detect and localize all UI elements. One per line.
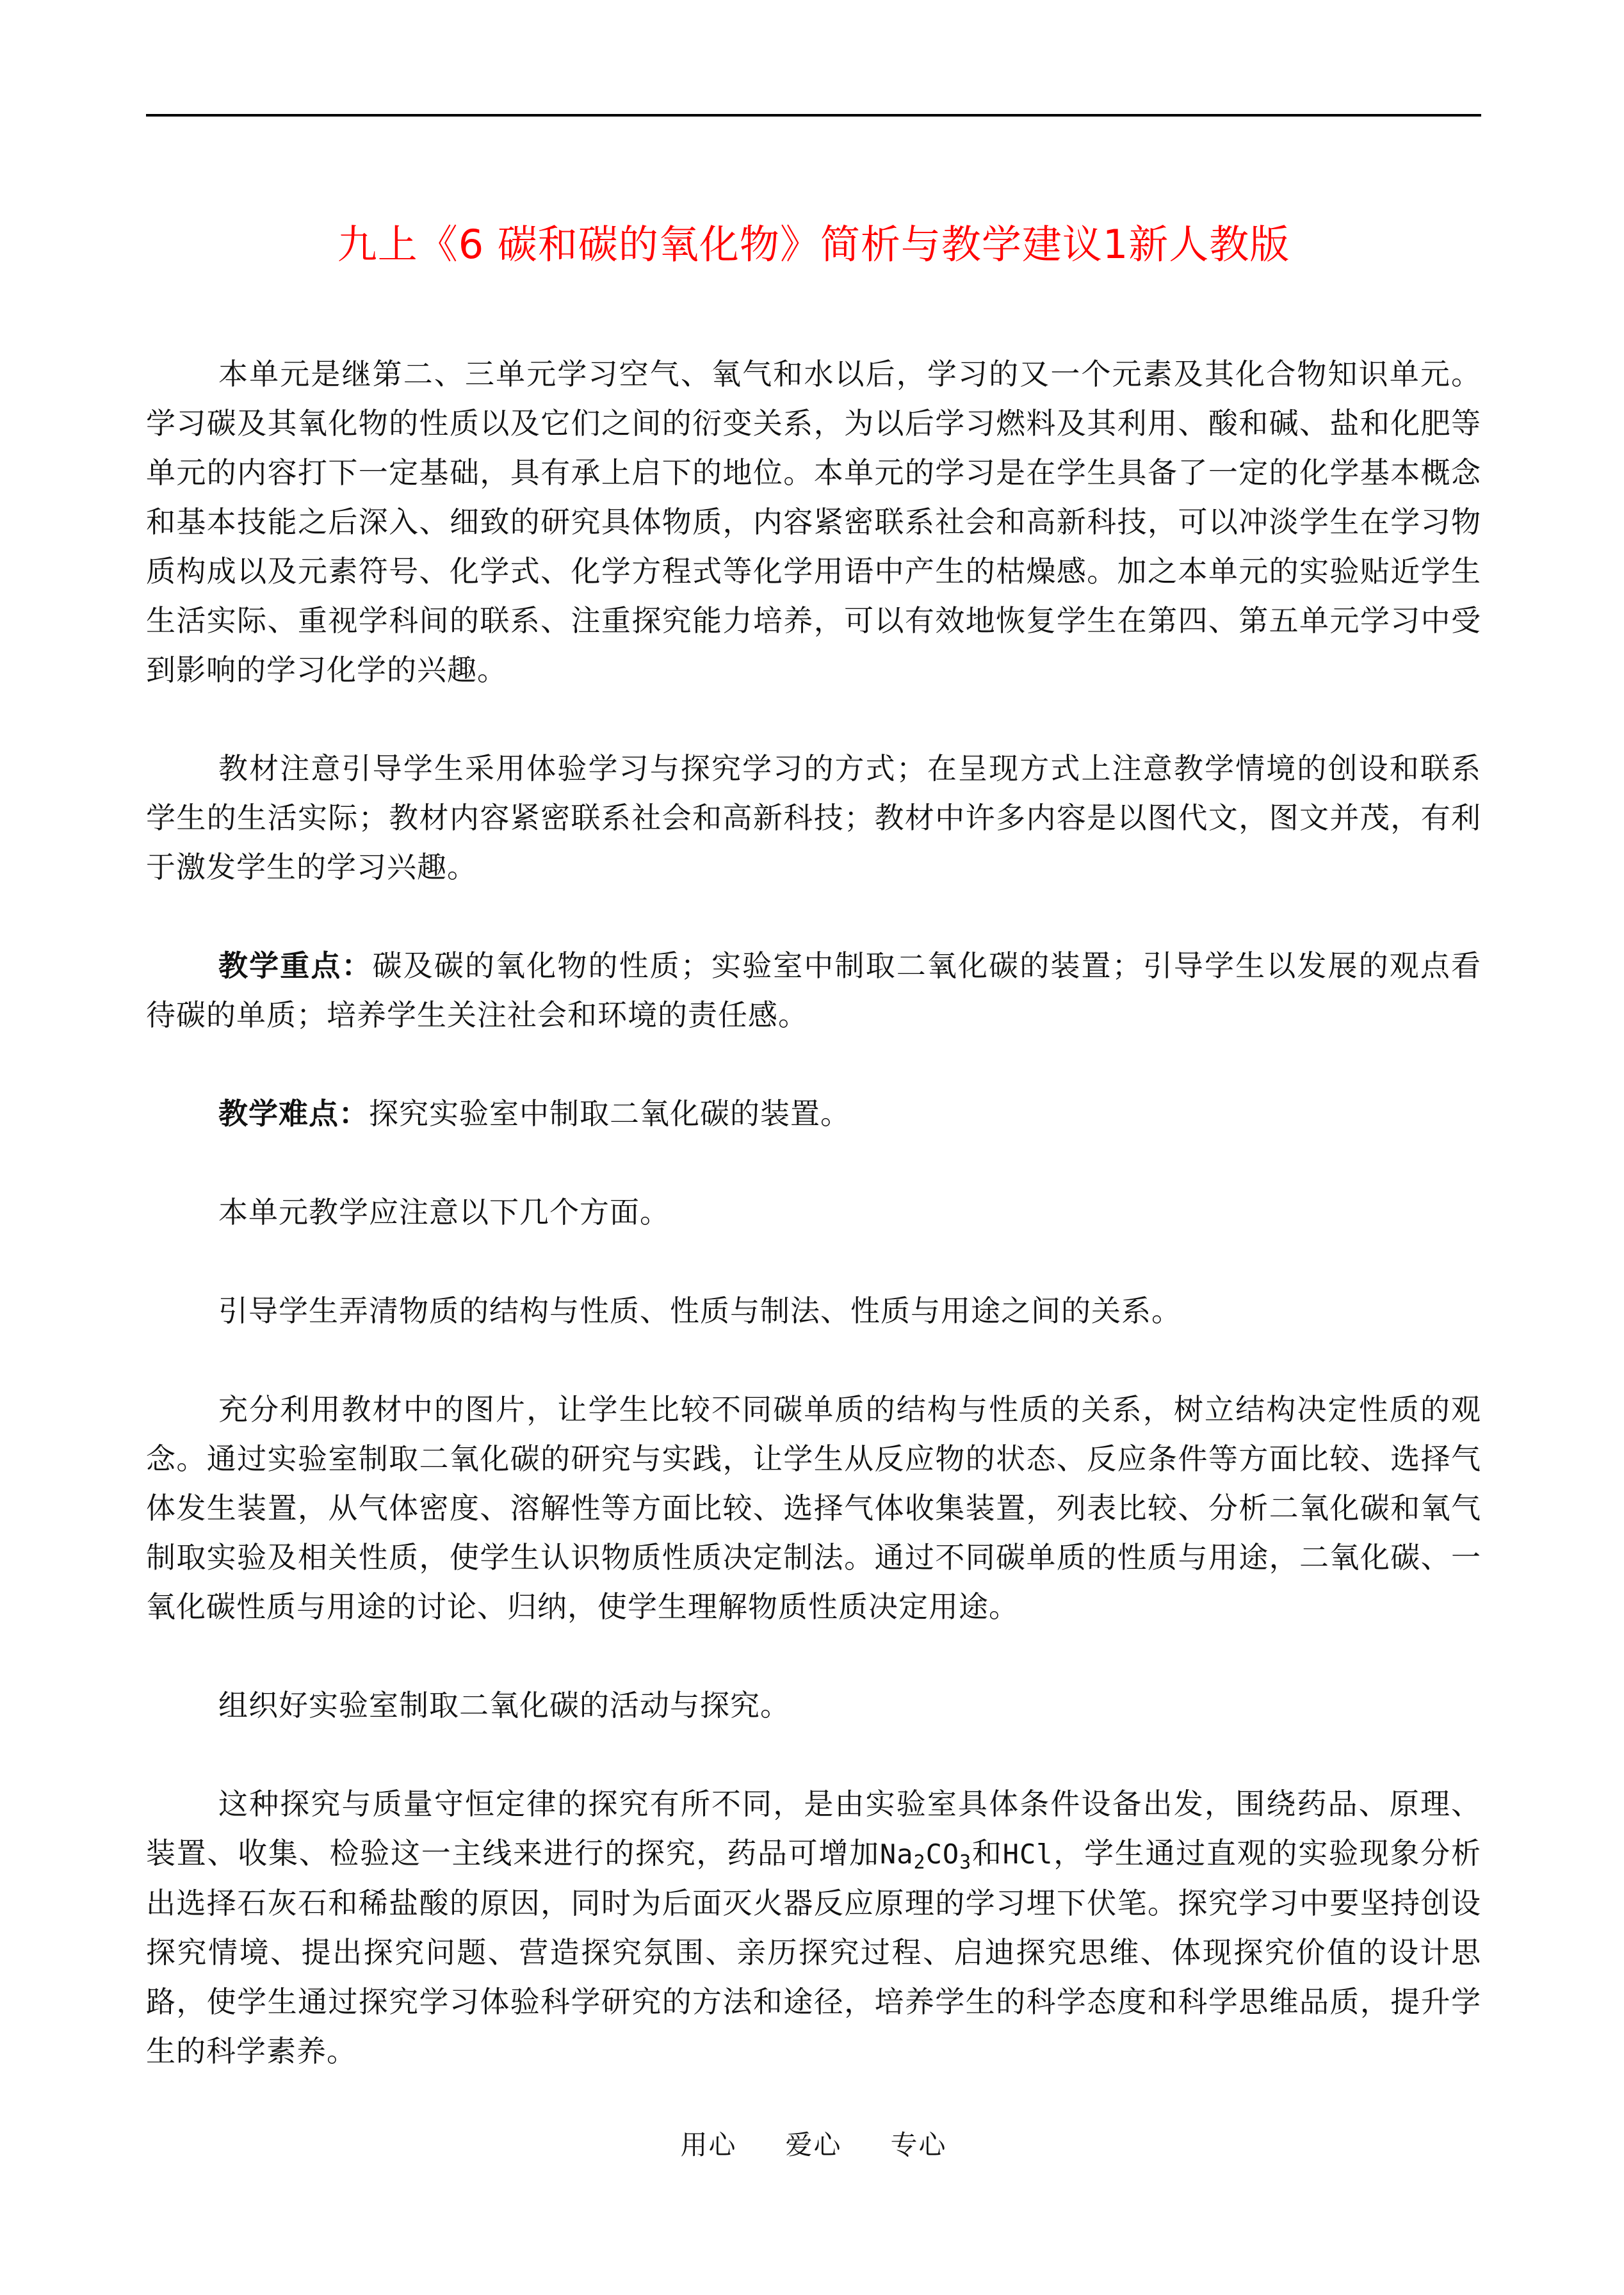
teaching-difficulty-label: 教学难点： <box>218 1096 369 1131</box>
document-title: 九上《6 碳和碳的氧化物》简析与教学建议1新人教版 <box>337 221 1290 268</box>
paragraph-inquiry <box>146 1780 1481 2076</box>
footer-item: 爱心 <box>785 2129 842 2161</box>
footer-item: 专心 <box>890 2129 947 2161</box>
teaching-focus-label: 教学重点： <box>218 948 373 983</box>
teaching-focus-text: 碳及碳的氧化物的性质；实验室中制取二氧化碳的装置；引导学生以发展的观点看待碳的单质；培养学生关注社会和环境的责任感。 <box>146 948 1481 1032</box>
footer-item: 用心 <box>680 2129 737 2161</box>
document-body <box>146 350 1481 2076</box>
inquiry-and: 和 <box>971 1836 1003 1870</box>
paragraph-intro: 本单元是继第二、三单元学习空气、氧气和水以后，学习的又一个元素及其化合物知识单元。学习碳及其氧化物的性质以及它们之间的衍变关系，为以后学习燃料及其利用、酸和碱、盐和化肥等单元的内容打下一定基础，具有承上启下的地位。本单元的学习是在学生具备了一定的化学基本概念和基本技能之后深入、细致的研究具体物质，内容紧密联系社会和高新科技，可以冲淡学生在学习物质构成以及元素符号、化学式、化学方程式等化学用语中产生的枯燥感。加之本单元的实验贴近学生生活实际、重视学科间的联系、注重探究能力培养，可以有效地恢复学生在第四、第五单元学习中受到影响的学习化学的兴趣。 <box>146 357 1481 687</box>
inquiry-text-b: ，学生通过直观的实验现象分析出选择石灰石和稀盐酸的原因，同时为后面灭火器反应原理的学习埋下伏笔。探究学习中要坚持创设探究情境、提出探究问题、营造探究氛围、亲历探究过程、启迪探究思维、体现探究价值的设计思路，使学生通过探究学习体验科学研究的方法和途径，培养学生的科学态度和科学思维品质，提升学生的科学素养。 <box>146 1836 1482 2068</box>
inquiry-text-a: 这种探究与质量守恒定律的探究有所不同，是由实验室具体条件设备出发，围绕药品、原理、装置、收集、检验这一主线来进行的探究，药品可增加 <box>146 1787 1481 1870</box>
formula-hcl: HCl <box>1002 1838 1053 1870</box>
page-footer <box>146 2126 1481 2164</box>
paragraph-aspects: 本单元教学应注意以下几个方面。 <box>218 1195 670 1229</box>
formula-na2co3: $Na_2CO_3$ <box>879 1838 972 1874</box>
paragraph-pictures: 充分利用教材中的图片，让学生比较不同碳单质的结构与性质的关系，树立结构决定性质的观念。通过实验室制取二氧化碳的研究与实践，让学生从反应物的状态、反应条件等方面比较、选择气体发生装置，从气体密度、溶解性等方面比较、选择气体收集装置，列表比较、分析二氧化碳和氧气制取实验及相关性质，使学生认识物质性质决定制法。通过不同碳单质的性质与用途，二氧化碳、一氧化碳性质与用途的讨论、归纳，使学生理解物质性质决定用途。 <box>146 1392 1481 1624</box>
teaching-difficulty-text: 探究实验室中制取二氧化碳的装置。 <box>369 1096 850 1131</box>
paragraph-activity: 组织好实验室制取二氧化碳的活动与探究。 <box>218 1688 790 1723</box>
paragraph-teaching-difficulty <box>146 1089 1481 1139</box>
paragraph-textbook: 教材注意引导学生采用体验学习与探究学习的方式；在呈现方式上注意教学情境的创设和联系学生的生活实际；教材内容紧密联系社会和高新科技；教材中许多内容是以图代文，图文并茂，有利于激发学生的学习兴趣。 <box>146 751 1481 884</box>
paragraph-teaching-focus <box>146 941 1481 1040</box>
paragraph-relationships: 引导学生弄清物质的结构与性质、性质与制法、性质与用途之间的关系。 <box>218 1293 1181 1328</box>
header-rule <box>146 114 1481 117</box>
